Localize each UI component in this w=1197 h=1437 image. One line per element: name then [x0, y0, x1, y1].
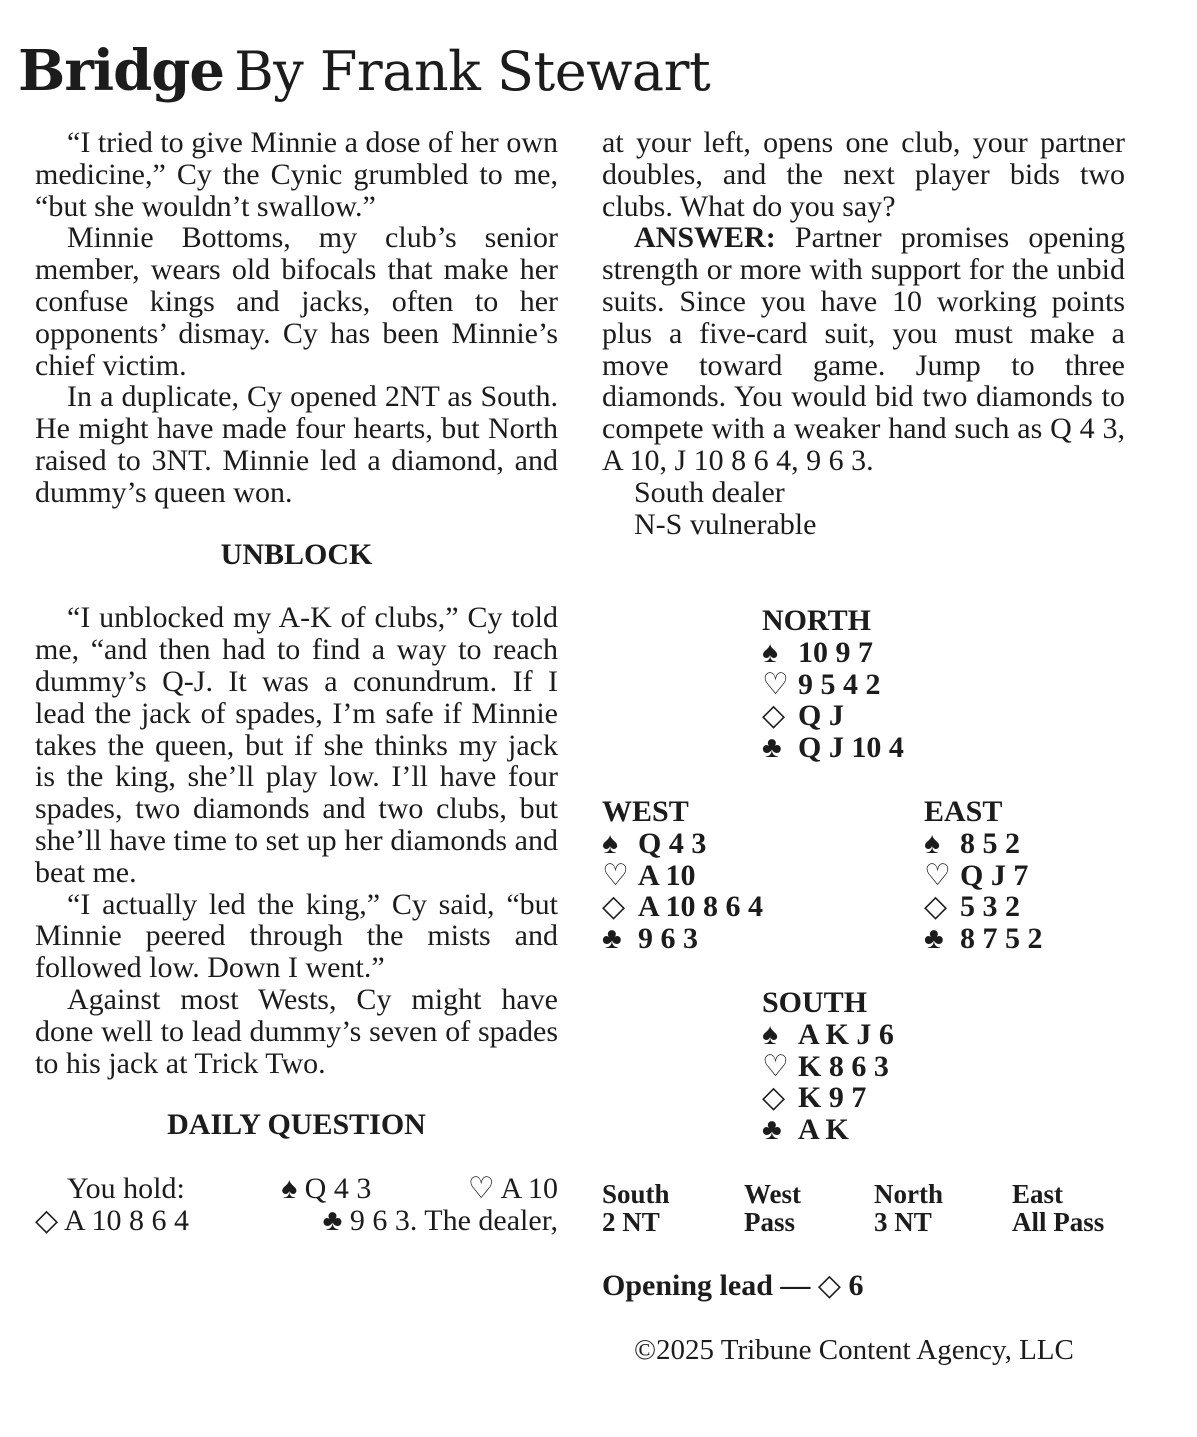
hand-title: NORTH	[762, 604, 871, 637]
paragraph: “I actually led the king,” Cy said, “but Minnie peered through the mists and followed low. Down I went.”	[35, 887, 558, 985]
paragraph: “I unblocked my A-K of clubs,” Cy told me, “and then had to find a way to reach dummy’s Q-J. It was a conundrum. If I lead the jack of spades, I’m safe if Minnie takes the queen, but if she thinks my jack is the king, she’ll play low. I’ll have four spades, two diamonds and two clubs, but she’ll have time to set up her diamonds and beat me.	[35, 601, 558, 889]
heart-icon: ♡	[924, 858, 951, 892]
spade-icon: ♠	[924, 826, 940, 860]
south-hearts: K 8 6 3	[798, 1049, 889, 1083]
opening-lead	[602, 1268, 863, 1303]
opening-lead-label: Opening lead —	[602, 1269, 811, 1302]
club-icon: ♣	[762, 1113, 782, 1147]
south-clubs: A K	[798, 1113, 849, 1147]
auction-bid: All Pass	[1012, 1207, 1105, 1237]
question-diamonds: ◇ A 10 8 6 4	[35, 1203, 189, 1237]
column-brand: Bridge	[18, 38, 225, 104]
heart-icon: ♡	[467, 1172, 495, 1206]
heart-icon: ♡	[762, 667, 789, 701]
hand-title: WEST	[602, 795, 689, 828]
heading-unblock: UNBLOCK	[220, 537, 373, 571]
left-column	[35, 127, 558, 1237]
auction-header: North	[874, 1179, 943, 1209]
question-continuation: at your left, opens one club, your partner doubles, and the next player bids two clubs. What do you say?	[602, 126, 1125, 223]
auction-header: West	[744, 1179, 801, 1209]
east-hearts: Q J 7	[960, 858, 1029, 892]
auction-header: East	[1012, 1179, 1064, 1209]
paragraph: “I tried to give Minnie a dose of her own medicine,” Cy the Cynic grumbled to me, “but she wouldn’t swallow.”	[35, 126, 558, 223]
east-spades: 8 5 2	[960, 826, 1020, 860]
west-hearts: A 10	[638, 858, 696, 892]
club-icon: ♣	[602, 922, 622, 956]
paragraph: Against most Wests, Cy might have done well to lead dummy’s seven of spades to his jack at Trick Two.	[35, 982, 558, 1080]
auction-column-west	[744, 1180, 801, 1236]
page-header	[18, 38, 710, 108]
opening-lead-card: 6	[848, 1269, 864, 1302]
paragraph: In a duplicate, Cy opened 2NT as South. He might have made four hearts, but North raised to 3NT. Minnie led a diamond, and dummy’s queen won.	[35, 380, 558, 509]
question-spades: ♠ Q 4 3	[281, 1172, 372, 1206]
spade-icon: ♠	[762, 635, 778, 669]
diamond-icon: ◇	[817, 1269, 841, 1302]
vulnerability-info: N-S vulnerable	[634, 507, 817, 541]
hand-south	[762, 987, 894, 1146]
byline: By Frank Stewart	[234, 40, 711, 103]
diamond-icon: ◇	[35, 1203, 59, 1237]
south-spades: A K J 6	[798, 1017, 894, 1051]
club-icon: ♣	[924, 922, 944, 956]
east-clubs: 8 7 5 2	[960, 922, 1043, 956]
diamond-icon: ◇	[602, 890, 626, 924]
question-hearts: ♡ A 10	[467, 1172, 558, 1206]
west-clubs: 9 6 3	[638, 922, 698, 956]
right-column	[602, 127, 1125, 540]
heart-icon: ♡	[602, 858, 629, 892]
auction-column-south	[602, 1180, 670, 1236]
auction-bid: 3 NT	[874, 1207, 932, 1237]
diamond-icon: ◇	[762, 699, 786, 733]
dealer-info: South dealer	[634, 475, 785, 509]
question-holding-line-1	[35, 1173, 558, 1205]
diamond-icon: ◇	[762, 1081, 786, 1115]
answer-text: Partner promises opening strength or more with support for the unbid suits. Since you have 10 working points plus a five-card suit, you must make a move toward game. Jump to three diamonds. You would bid two diamonds to compete with a weaker hand such as Q 4 3, A 10, J 10 8 6 4, 9 6 3.	[602, 221, 1125, 477]
south-diamonds: K 9 7	[798, 1081, 867, 1115]
spade-icon: ♠	[762, 1017, 778, 1051]
hand-east	[924, 796, 1043, 955]
question-holding-line-2	[35, 1205, 558, 1237]
club-icon: ♣	[762, 731, 782, 765]
copyright: ©2025 Tribune Content Agency, LLC	[634, 1334, 1074, 1366]
hand-west	[602, 796, 763, 955]
answer-paragraph	[602, 222, 1125, 476]
paragraph: Minnie Bottoms, my club’s senior member, wears old bifocals that make her confuse kings and jacks, often to her opponents’ dismay. Cy has been Minnie’s chief victim.	[35, 221, 558, 382]
hand-title: EAST	[924, 795, 1003, 828]
north-spades: 10 9 7	[798, 635, 873, 669]
heart-icon: ♡	[762, 1049, 789, 1083]
west-spades: Q 4 3	[638, 826, 707, 860]
north-hearts: 9 5 4 2	[798, 667, 881, 701]
heading-daily-question: DAILY QUESTION	[167, 1108, 426, 1142]
auction-column-north	[874, 1180, 943, 1236]
east-diamonds: 5 3 2	[960, 890, 1020, 924]
answer-label: ANSWER:	[634, 221, 776, 255]
spade-icon: ♠	[602, 826, 618, 860]
auction-header: South	[602, 1179, 670, 1209]
auction-bid: Pass	[744, 1207, 796, 1237]
hand-title: SOUTH	[762, 986, 868, 1019]
north-clubs: Q J 10 4	[798, 731, 904, 765]
west-diamonds: A 10 8 6 4	[638, 890, 764, 924]
club-icon: ♣	[322, 1203, 343, 1237]
spade-icon: ♠	[281, 1172, 298, 1206]
hand-north	[762, 605, 904, 764]
question-clubs: ♣ 9 6 3. The dealer,	[322, 1203, 558, 1237]
diamond-icon: ◇	[924, 890, 948, 924]
auction-bid: 2 NT	[602, 1207, 660, 1237]
north-diamonds: Q J	[798, 699, 844, 733]
auction-column-east	[1012, 1180, 1104, 1236]
you-hold-label: You hold:	[67, 1172, 185, 1206]
